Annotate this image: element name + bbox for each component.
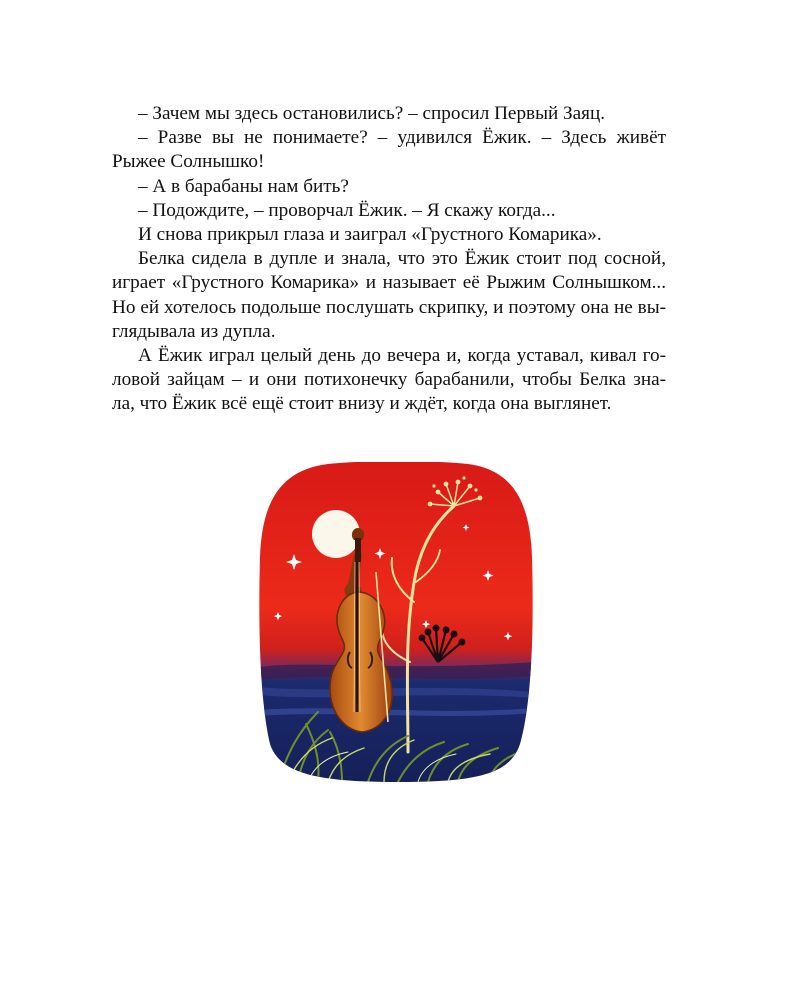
text-line: Рыжее Солнышко! — [112, 151, 265, 173]
text-line: Белка сидела в дупле и знала, что это Ёжик стоит под сосной, — [138, 248, 666, 270]
text-line: – Разве вы не понимаете? – удивился Ёжик. – Здесь живёт — [138, 127, 666, 149]
violin-illustration — [258, 462, 534, 784]
text-line: ловой зайцам – и они потихонечку барабанили, чтобы Белка зна- — [112, 369, 666, 391]
text-line: – Подождите, – проворчал Ёжик. – Я скажу когда... — [138, 199, 556, 221]
text-line: – Зачем мы здесь остановились? – спросил Первый Заяц. — [138, 103, 606, 124]
illustration-svg — [258, 462, 534, 784]
text-line: – А в барабаны нам бить? — [138, 175, 349, 197]
text-line: И снова прикрыл глаза и заиграл «Грустного Комарика». — [138, 224, 602, 246]
text-line: А Ёжик играл целый день до вечера и, когда уставал, кивал го- — [138, 345, 666, 367]
text-line: играет «Грустного Комарика» и называет её Рыжим Солнышком... — [112, 272, 666, 294]
text-line: ла, что Ёжик всё ещё стоит внизу и ждёт, когда она выглянет. — [112, 393, 612, 415]
text-line: Но ей хотелось подольше послушать скрипку, и поэтому она не вы- — [112, 296, 666, 318]
text-line: глядывала из дупла. — [112, 320, 276, 342]
story-text — [112, 102, 666, 417]
